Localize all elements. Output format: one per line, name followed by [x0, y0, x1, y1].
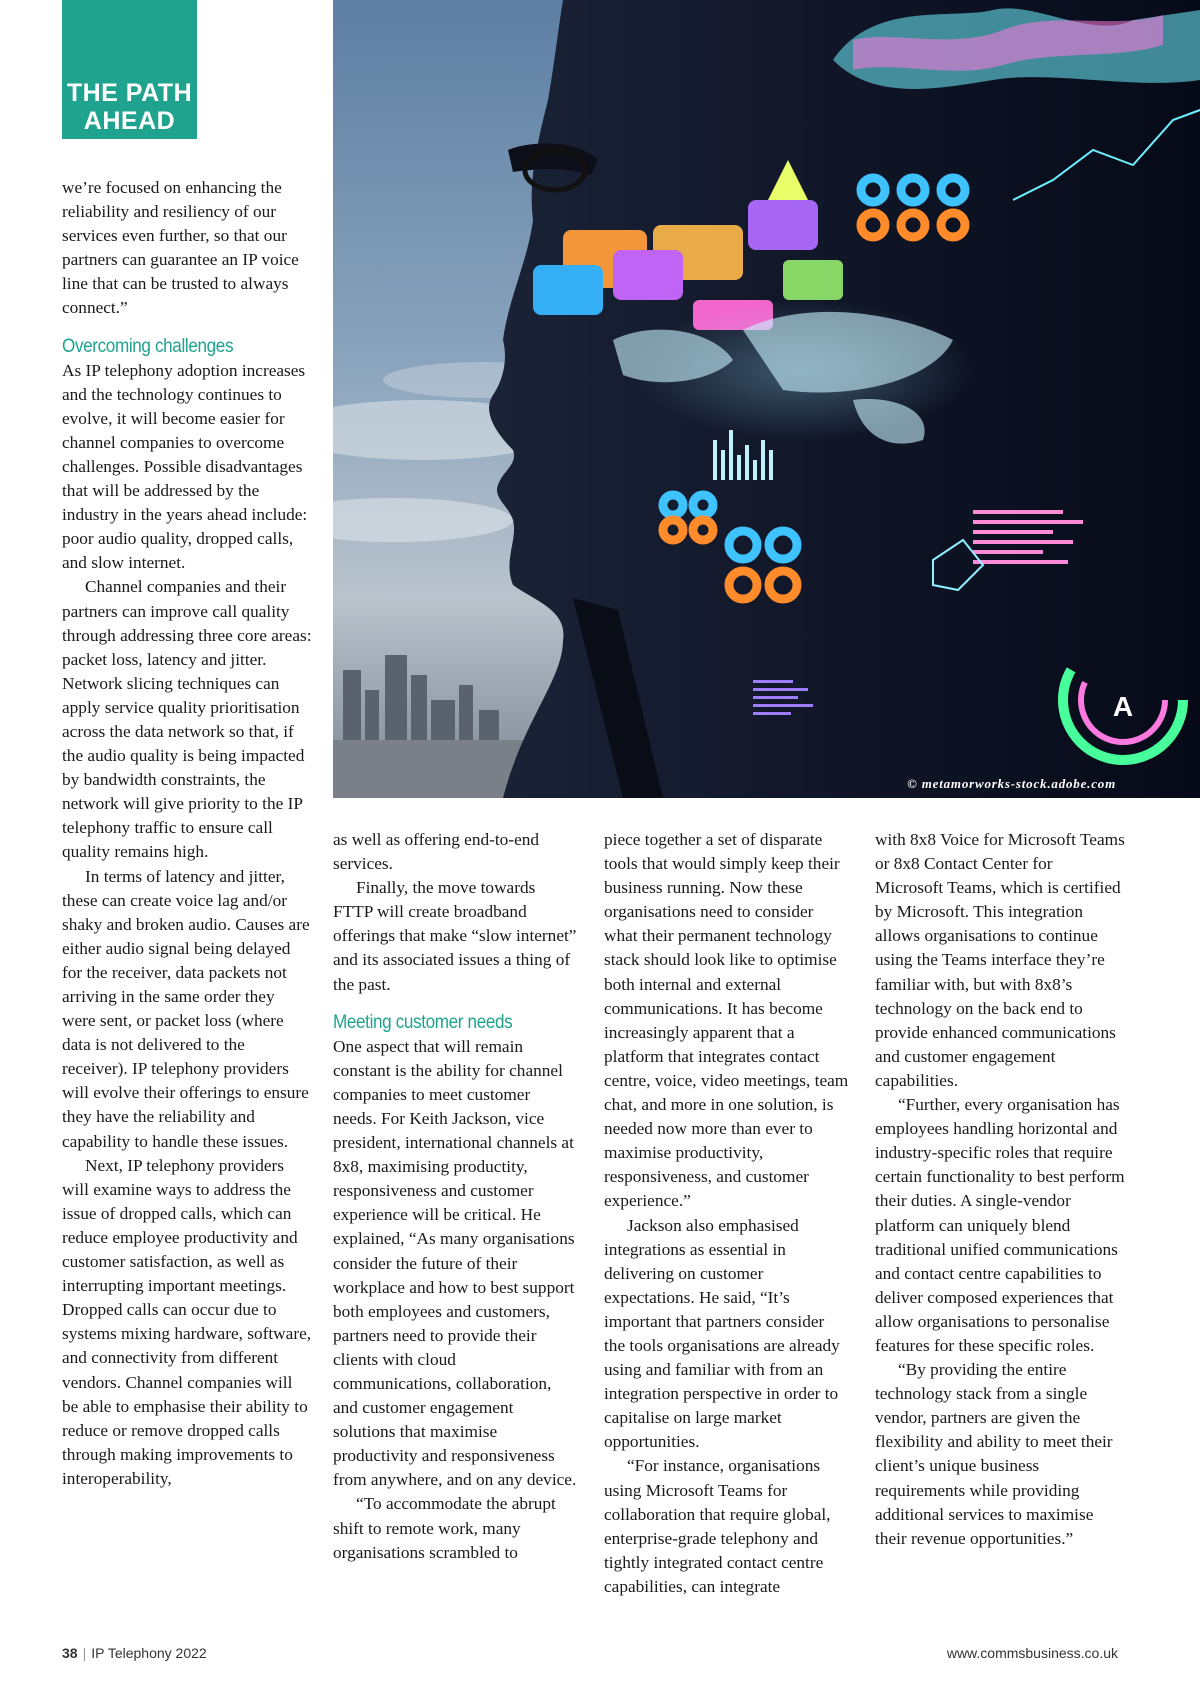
paragraph: Finally, the move towards FTTP will create broadband offerings that make “slow internet” and its associated issues a thing of the past. — [333, 878, 577, 994]
paragraph: Jackson also emphasised integrations as essential in delivering on customer expectations. He said, “It’s important that partners consider the tools organisations are already using and familiar with from an integration perspective in order to capitalise on large market opportunities. — [604, 1215, 840, 1452]
paragraph: “Further, every organisation has employees handling horizontal and industry-specific roles that require certain functionality to best perform their duties. A single-vendor platform can uniquely blend traditional unified communications and contact centre capabilities to deliver composed experiences that allow organisations to personalise features for these specific roles. — [875, 1095, 1125, 1355]
paragraph: Next, IP telephony providers will examine ways to address the issue of dropped calls, which can reduce employee productivity and customer satisfaction, as well as interrupting important meetings. Dropped calls can occur due to systems mixing hardware, software, and connectivity from different vendors. Channel companies will be able to emphasise their ability to reduce or remove dropped calls through making improvements to interoperability, — [62, 1155, 312, 1488]
hero-illustration — [333, 0, 1200, 798]
section-label — [62, 0, 197, 139]
paragraph: One aspect that will remain constant is the ability for channel companies to meet customer needs. For Keith Jackson, vice president, international channels at 8x8, maximising productity, responsiveness and customer experience will be critical. He explained, “As many organisations consider the future of their workplace and how to best support both employees and customers, partners need to provide their clients with cloud communications, collaboration, and customer engagement solutions that maximise productivity and responsiveness from anywhere, and on any device. — [333, 1036, 577, 1490]
paragraph: In terms of latency and jitter, these can create voice lag and/or shaky and broken audio. Causes are either audio signal being delayed for the receiver, data packets not arriving in the same order they were sent, or packet loss (where data is not delivered to the receiver). IP telephony providers will evolve their offerings to ensure they have the reliability and capability to handle these issues. — [62, 866, 310, 1151]
paragraph: “For instance, organisations using Microsoft Teams for collaboration that require global, enterprise-grade telephony and tightly integrated contact centre capabilities, can integrate — [604, 1456, 831, 1596]
paragraph: with 8x8 Voice for Microsoft Teams or 8x8 Contact Center for Microsoft Teams, which is certified by Microsoft. This integration allows organisations to continue using the Teams interface they’re familiar with, but with 8x8’s technology on the back end to provide enhanced communications and customer engagement capabilities. — [875, 830, 1125, 1090]
footer-folio: 38 | IP Telephony 2022 — [62, 1645, 207, 1661]
paragraph: we’re focused on enhancing the reliability and resiliency of our services even further, so that our partners can guarantee an IP voice line that can be trusted to always connect.” — [62, 178, 299, 318]
paragraph: Channel companies and their partners can improve call quality through addressing three core areas: packet loss, latency and jitter. Network slicing techniques can apply service quality prioritisation across the data network so that, if the audio quality is being impacted by bandwidth constraints, the network will give priority to the IP telephony traffic to ensure call quality remains high. — [62, 577, 312, 862]
paragraph: “By providing the entire technology stack from a single vendor, partners are given the flexibility and ability to meet their client’s unique business requirements while providing additional services to maximise their revenue opportunities.” — [875, 1360, 1113, 1548]
column-3 — [604, 828, 849, 1599]
paragraph: As IP telephony adoption increases and the technology continues to evolve, it will become easier for channel companies to overcome challenges. Possible disadvantages that will be addressed by the industry in the years ahead include: poor audio quality, dropped calls, and slow internet. — [62, 360, 308, 573]
section-label-line1: THE PATH — [66, 79, 193, 107]
paragraph: as well as offering end-to-end services. — [333, 830, 540, 874]
paragraph: “To accommodate the abrupt shift to remote work, many organisations scrambled to — [333, 1494, 556, 1562]
publication-name: IP Telephony 2022 — [91, 1645, 207, 1661]
hero-image — [333, 0, 1200, 798]
page-footer — [62, 1645, 1118, 1665]
subheading-meeting-customer-needs: Meeting customer needs — [333, 1011, 513, 1033]
column-2 — [333, 828, 578, 1565]
section-label-line2: AHEAD — [83, 107, 176, 135]
paragraph: piece together a set of disparate tools that would simply keep their business running. Now these organisations need to consider what their permanent technology stack should look like to optimise both internal and external communications. It has become increasingly apparent that a platform that integrates contact centre, voice, video meetings, team chat, and more in one solution, is needed now more than ever to maximise productivity, responsiveness, and customer experience.” — [604, 830, 849, 1211]
page-number: 38 — [62, 1645, 78, 1661]
image-credit: © metamorworks-stock.adobe.com — [907, 776, 1116, 791]
subheading-overcoming-challenges: Overcoming challenges — [62, 335, 234, 357]
svg-text:A: A — [1112, 691, 1134, 722]
column-1 — [62, 176, 312, 1491]
column-4 — [875, 828, 1125, 1551]
website-url: www.commsbusiness.co.uk — [946, 1645, 1118, 1661]
